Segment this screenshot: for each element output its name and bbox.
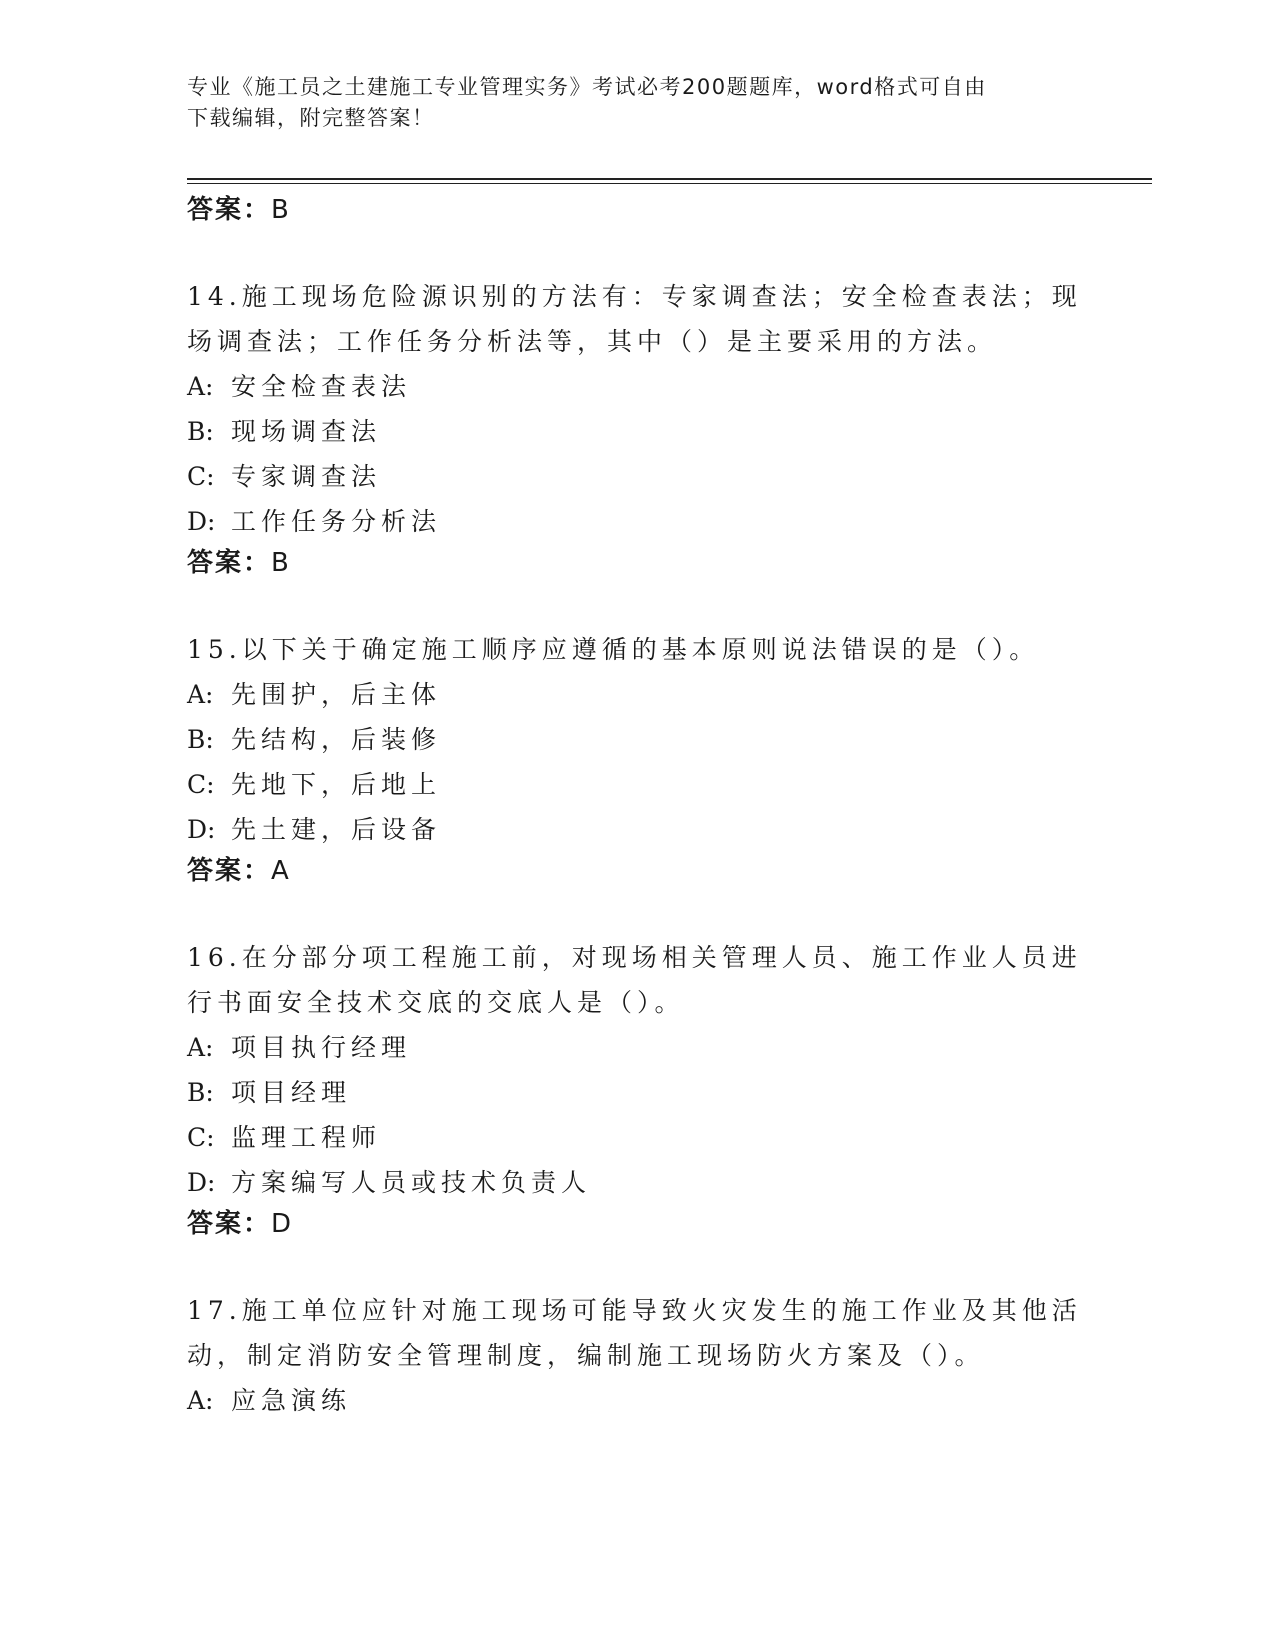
- option-key: C:: [187, 462, 215, 491]
- question-text: 17.施工单位应针对施工现场可能导致火灾发生的施工作业及其他活动，制定消防安全管理制度，编制施工现场防火方案及（）。: [187, 1296, 1082, 1370]
- option-key: D:: [187, 507, 216, 536]
- option-text: 安全检查表法: [231, 372, 412, 401]
- option-d: [187, 1160, 1087, 1205]
- question-14: [187, 274, 1087, 580]
- header-rule-thick: [187, 178, 1152, 180]
- option-a: [187, 1025, 1087, 1070]
- option-text: 工作任务分析法: [231, 507, 442, 536]
- answer-label: 答案：: [187, 856, 272, 886]
- question-text: 15.以下关于确定施工顺序应遵循的基本原则说法错误的是（）。: [187, 635, 1040, 664]
- option-key: A:: [187, 1386, 214, 1415]
- document-body: [187, 193, 1087, 1423]
- answer-value: B: [271, 195, 291, 225]
- header-line-1: 专业《施工员之土建施工专业管理实务》考试必考200题题库，word格式可自由: [187, 75, 987, 99]
- answer-label: 答案：: [187, 195, 272, 225]
- option-key: D:: [187, 815, 216, 844]
- answer-value: D: [271, 1209, 294, 1239]
- option-text: 先围护，后主体: [231, 680, 442, 709]
- question-15: [187, 627, 1087, 888]
- option-c: [187, 454, 1087, 499]
- answer-line: [187, 193, 1087, 227]
- answer-value: B: [271, 548, 291, 578]
- option-text: 先结构，后装修: [231, 725, 442, 754]
- option-a: [187, 1378, 1087, 1423]
- option-text: 项目执行经理: [231, 1033, 412, 1062]
- option-text: 方案编写人员或技术负责人: [231, 1168, 592, 1197]
- option-b: [187, 409, 1087, 454]
- header-rule-thin: [187, 183, 1152, 184]
- option-a: [187, 364, 1087, 409]
- option-key: D:: [187, 1168, 216, 1197]
- option-c: [187, 762, 1087, 807]
- question-text: 16.在分部分项工程施工前，对现场相关管理人员、施工作业人员进行书面安全技术交底的交底人是（）。: [187, 943, 1082, 1017]
- option-c: [187, 1115, 1087, 1160]
- option-b: [187, 1070, 1087, 1115]
- question-16: [187, 935, 1087, 1241]
- option-key: C:: [187, 1123, 215, 1152]
- option-d: [187, 499, 1087, 544]
- answer-label: 答案：: [187, 1209, 272, 1239]
- answer-line: [187, 854, 1087, 888]
- option-text: 应急演练: [231, 1386, 352, 1415]
- option-text: 先地下，后地上: [231, 770, 442, 799]
- answer-line: [187, 546, 1087, 580]
- option-b: [187, 717, 1087, 762]
- option-text: 监理工程师: [231, 1123, 382, 1152]
- option-d: [187, 807, 1087, 852]
- header-line-2: 下载编辑，附完整答案！: [187, 106, 435, 130]
- option-key: A:: [187, 372, 214, 401]
- answer-value: A: [271, 856, 291, 886]
- option-a: [187, 672, 1087, 717]
- question-17: [187, 1288, 1087, 1423]
- option-text: 先土建，后设备: [231, 815, 442, 844]
- option-text: 专家调查法: [231, 462, 382, 491]
- option-key: C:: [187, 770, 215, 799]
- option-key: A:: [187, 680, 214, 709]
- answer-label: 答案：: [187, 548, 272, 578]
- option-key: B:: [187, 1078, 214, 1107]
- option-text: 现场调查法: [231, 417, 382, 446]
- answer-line: [187, 1207, 1087, 1241]
- option-key: B:: [187, 417, 214, 446]
- option-key: A:: [187, 1033, 214, 1062]
- option-key: B:: [187, 725, 214, 754]
- option-text: 项目经理: [231, 1078, 352, 1107]
- question-text: 14.施工现场危险源识别的方法有：专家调查法；安全检查表法；现场调查法；工作任务分析法等，其中（）是主要采用的方法。: [187, 282, 1082, 356]
- document-header: [187, 72, 1087, 134]
